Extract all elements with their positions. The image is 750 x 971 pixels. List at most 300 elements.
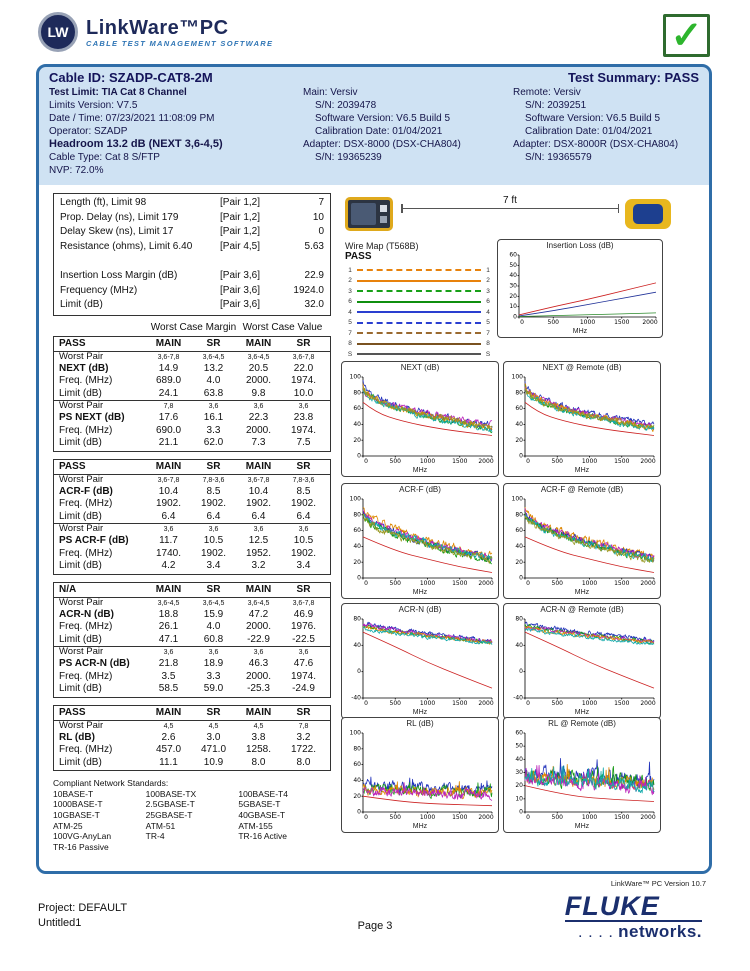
wire-line xyxy=(357,353,481,355)
worst-pair-value: 3,6-4,5 xyxy=(247,353,270,361)
metric-label: Freq. (MHz) xyxy=(59,498,113,510)
worst-case-margin-label: Worst Case Margin xyxy=(150,321,237,333)
column-header: SR xyxy=(206,460,221,472)
metric-value: 2000. xyxy=(245,621,272,633)
metric-value: 1974. xyxy=(290,375,317,387)
worst-pair-value: 3,6-7,8 xyxy=(157,476,180,484)
metric-value: 2.6 xyxy=(161,731,176,743)
column-header: MAIN xyxy=(155,706,182,718)
metric-value: 6.4 xyxy=(206,510,221,522)
status-label: N/A xyxy=(59,583,77,595)
metric-row xyxy=(54,683,330,696)
worst-pair-value: 3,6 xyxy=(298,526,309,534)
margin-table xyxy=(53,705,331,772)
metric-value: 60.8 xyxy=(203,633,224,645)
metric-value: 1974. xyxy=(290,424,317,436)
standards-column xyxy=(238,789,331,853)
margin-table xyxy=(53,336,331,452)
margin-table-header xyxy=(54,583,330,598)
metric-row xyxy=(54,511,330,524)
column-header: MAIN xyxy=(155,460,182,472)
worst-pair-row xyxy=(54,523,330,535)
worst-pair-value: 7,8 xyxy=(298,722,309,730)
metric-value: 2000. xyxy=(245,424,272,436)
charts-column xyxy=(339,185,703,874)
standard-item: 100VG-AnyLan xyxy=(53,831,112,842)
worst-pair-row xyxy=(54,352,330,363)
worst-pair-label: Worst Pair xyxy=(59,646,104,658)
metric-label: PS ACR-N (dB) xyxy=(59,658,130,670)
metric-value: 457.0 xyxy=(155,744,182,756)
brand-name: LinkWare™PC xyxy=(86,16,229,39)
wiremap-pin-row xyxy=(345,297,493,308)
chart-canvas xyxy=(345,496,495,588)
info-main-column xyxy=(303,86,509,164)
chart-title: RL (dB) xyxy=(406,719,434,728)
metric-label: Limit (dB) xyxy=(59,560,102,572)
metric-row xyxy=(54,548,330,561)
chart-title: ACR-N @ Remote (dB) xyxy=(540,605,624,614)
metric-row xyxy=(54,609,330,622)
info-line: S/N: 2039478 xyxy=(315,100,377,111)
chart-title: NEXT @ Remote (dB) xyxy=(542,363,622,372)
column-header: SR xyxy=(296,460,311,472)
standard-item: TR-16 Active xyxy=(238,831,287,842)
measurement-value: 7 xyxy=(318,197,324,208)
metric-value: 3.8 xyxy=(251,731,266,743)
pin-number-right: 5 xyxy=(486,319,490,327)
metric-value: 1902. xyxy=(200,547,227,559)
info-line: Main: Versiv xyxy=(303,87,358,98)
worst-pair-value: 3,6 xyxy=(253,403,264,411)
metric-value: 1974. xyxy=(290,670,317,682)
info-line: Software Version: V6.5 Build 5 xyxy=(525,113,661,124)
status-label: PASS xyxy=(59,337,86,349)
pin-number-left: 4 xyxy=(348,308,352,316)
metric-value: 47.1 xyxy=(158,633,179,645)
summary-row xyxy=(60,211,324,226)
linkware-logo xyxy=(38,12,712,52)
measurement-value xyxy=(282,254,324,269)
metric-label: Freq. (MHz) xyxy=(59,744,113,756)
worst-pair-value: 4,5 xyxy=(163,722,174,730)
metric-value: 63.8 xyxy=(203,387,224,399)
chart-canvas xyxy=(345,616,495,708)
standards-columns xyxy=(53,789,331,853)
worst-pair-label: Worst Pair xyxy=(59,350,104,362)
metric-value: 16.1 xyxy=(203,412,224,424)
metric-value: 22.0 xyxy=(293,362,314,374)
metric-value: 14.9 xyxy=(158,362,179,374)
summary-row xyxy=(60,298,324,313)
wiremap-pin-row xyxy=(345,318,493,329)
chart-title: NEXT (dB) xyxy=(400,363,440,372)
metric-row xyxy=(54,375,330,388)
metric-value: 8.5 xyxy=(296,485,311,497)
metric-value: 23.8 xyxy=(293,412,314,424)
metric-value: 11.7 xyxy=(159,535,178,547)
worst-pair-value: 3,6 xyxy=(208,526,219,534)
wiremap-pin-row xyxy=(345,265,493,276)
wire-line xyxy=(357,290,481,292)
standard-item: ATM-155 xyxy=(238,820,273,831)
metric-row xyxy=(54,425,330,438)
pair-label: [Pair 1,2] xyxy=(220,226,261,238)
metric-label: Limit (dB) xyxy=(59,387,102,399)
column-header: MAIN xyxy=(245,583,272,595)
metric-value: -22.9 xyxy=(247,633,270,645)
chart-rl-db- xyxy=(341,717,499,833)
status-label: PASS xyxy=(59,460,86,472)
metric-value: 7.5 xyxy=(296,437,311,449)
cable-id: Cable ID: SZADP-CAT8-2M xyxy=(49,70,213,85)
metric-value: 13.2 xyxy=(203,362,224,374)
chart-acr-n-db- xyxy=(341,603,499,719)
worst-pair-value: 3,6 xyxy=(253,649,264,657)
wire-line xyxy=(357,343,481,345)
page-number: Page 3 xyxy=(357,920,393,932)
metric-value: 1976. xyxy=(290,621,317,633)
info-line: S/N: 2039251 xyxy=(525,100,587,111)
column-header: SR xyxy=(296,583,311,595)
standard-item: 100BASE-T4 xyxy=(238,788,288,799)
worst-pair-value: 3,6-7,8 xyxy=(157,353,180,361)
standard-item: TR-16 Passive xyxy=(53,841,109,852)
metric-row xyxy=(54,535,330,548)
metric-label: Freq. (MHz) xyxy=(59,670,113,682)
worst-pair-label: Worst Pair xyxy=(59,400,104,412)
wiremap-pin-row xyxy=(345,307,493,318)
worst-pair-value: 7,8 xyxy=(163,403,174,411)
measurement-value: 0 xyxy=(318,226,324,238)
margin-table-header xyxy=(54,337,330,352)
metric-value: 3.3 xyxy=(206,670,221,682)
wire-line xyxy=(357,322,481,324)
worst-pair-label: Worst Pair xyxy=(59,596,104,608)
pair-label: [Pair 3,6] xyxy=(220,269,261,281)
chart-title: RL @ Remote (dB) xyxy=(548,719,616,728)
wire-line xyxy=(357,269,481,271)
measurement-value: 32.0 xyxy=(304,299,324,311)
metric-row xyxy=(54,658,330,671)
info-line: Headroom 13.2 dB (NEXT 3,6-4,5) xyxy=(49,138,223,150)
metric-value: 3.2 xyxy=(251,560,266,572)
wiremap xyxy=(345,241,493,360)
metric-value: 9.8 xyxy=(251,387,266,399)
metric-value: -24.9 xyxy=(292,683,315,695)
metric-value: 1902. xyxy=(290,498,317,510)
pin-number-left: S xyxy=(347,350,353,358)
measurement-value: 22.9 xyxy=(304,269,324,281)
metric-value: 1902. xyxy=(200,498,227,510)
wiremap-rows xyxy=(345,265,493,360)
metric-value: 2000. xyxy=(245,375,272,387)
wiremap-pin-row xyxy=(345,349,493,360)
info-left-column xyxy=(49,86,301,177)
wire-line xyxy=(357,311,481,313)
metric-label: ACR-N (dB) xyxy=(59,608,114,620)
worst-pair-value: 3,6 xyxy=(163,526,174,534)
pin-number-right: 2 xyxy=(486,277,490,285)
chart-canvas xyxy=(345,374,495,466)
metric-value: 3.2 xyxy=(296,731,311,743)
metric-value: 47.6 xyxy=(293,658,314,670)
worst-pair-value: 3,6-7,8 xyxy=(292,599,315,607)
cable-length-diagram xyxy=(401,195,619,214)
fluke-dots: . . . . xyxy=(578,928,615,940)
info-line: S/N: 19365579 xyxy=(525,152,592,163)
worst-pair-value: 3,6-7,8 xyxy=(247,476,270,484)
project-name: Project: DEFAULT xyxy=(38,902,128,914)
metric-value: 15.9 xyxy=(203,608,224,620)
standard-item: 2.5GBASE-T xyxy=(145,799,195,810)
wiremap-title: Wire Map (T568B) xyxy=(345,241,419,251)
metric-label: Freq. (MHz) xyxy=(59,547,113,559)
metric-value: 1902. xyxy=(245,498,272,510)
wire-line xyxy=(357,301,481,303)
pin-number-left: 6 xyxy=(348,298,352,306)
metric-value: 471.0 xyxy=(200,744,227,756)
wiremap-pin-row xyxy=(345,286,493,297)
info-line: S/N: 19365239 xyxy=(315,152,382,163)
metric-label: Limit (dB) xyxy=(59,756,102,768)
metric-value: 10.4 xyxy=(248,485,269,497)
metric-value: 58.5 xyxy=(158,683,179,695)
measurement-label xyxy=(60,254,220,269)
measurement-label: Limit (dB) xyxy=(60,299,103,311)
worst-pair-row xyxy=(54,646,330,658)
networks-wordmark: networks. xyxy=(618,922,702,941)
standards-title: Compliant Network Standards: xyxy=(53,778,169,789)
metric-row xyxy=(54,412,330,425)
chart-acr-f-remote-db- xyxy=(503,483,661,599)
lw-logo-icon: LW xyxy=(38,12,78,52)
info-line: Calibration Date: 01/04/2021 xyxy=(315,126,443,137)
metric-value: 10.5 xyxy=(203,535,224,547)
chart-canvas xyxy=(507,616,657,708)
metric-row xyxy=(54,486,330,499)
standard-item: 10GBASE-T xyxy=(53,810,100,821)
wiremap-status: PASS xyxy=(345,251,372,262)
metric-label: Freq. (MHz) xyxy=(59,375,113,387)
margin-tables xyxy=(53,336,331,772)
main-tester-screen xyxy=(351,203,376,225)
column-header: MAIN xyxy=(245,460,272,472)
pin-number-right: 4 xyxy=(486,308,490,316)
metric-value: 20.5 xyxy=(248,362,269,374)
worst-pair-row xyxy=(54,721,330,732)
info-line: Date / Time: 07/23/2021 11:08:09 PM xyxy=(49,113,215,124)
standard-item: 5GBASE-T xyxy=(238,799,281,810)
report-content xyxy=(39,185,709,871)
info-line: Adapter: DSX-8000R (DSX-CHA804) xyxy=(513,139,679,150)
metric-value: 1722. xyxy=(290,744,317,756)
chart-title: ACR-F (dB) xyxy=(399,485,441,494)
metric-value: 24.1 xyxy=(158,387,179,399)
chart-acr-n-remote-db- xyxy=(503,603,661,719)
info-line: Software Version: V6.5 Build 5 xyxy=(315,113,451,124)
standard-item: 25GBASE-T xyxy=(145,810,193,821)
worst-pair-value: 3,6-4,5 xyxy=(157,599,180,607)
title-bar xyxy=(39,67,709,85)
standard-item: 40GBASE-T xyxy=(238,810,286,821)
info-line: Calibration Date: 01/04/2021 xyxy=(525,126,653,137)
metric-value: 21.8 xyxy=(158,658,179,670)
pair-label: [Pair 1,2] xyxy=(220,211,261,223)
chart-acr-f-db- xyxy=(341,483,499,599)
wiremap-pin-row xyxy=(345,276,493,287)
metric-value: 26.1 xyxy=(158,621,179,633)
worst-pair-value: 3,6 xyxy=(253,526,264,534)
metric-value: 690.0 xyxy=(155,424,182,436)
metric-value: 6.4 xyxy=(161,510,176,522)
metric-row xyxy=(54,363,330,376)
metric-value: 17.6 xyxy=(158,412,179,424)
cable-length-label: 7 ft xyxy=(503,195,517,206)
measurement-label: Length (ft), Limit 98 xyxy=(60,197,147,208)
metric-row xyxy=(54,757,330,770)
metric-value: 3.3 xyxy=(206,424,221,436)
margin-table-header xyxy=(54,460,330,475)
info-remote-column xyxy=(513,86,709,164)
metric-value: 6.4 xyxy=(296,510,311,522)
metric-value: 47.2 xyxy=(248,608,269,620)
wire-line xyxy=(357,280,481,282)
chart-xlabel: MHz xyxy=(574,589,590,596)
summary-table xyxy=(53,193,331,316)
metric-value: 21.1 xyxy=(158,437,179,449)
metric-label: RL (dB) xyxy=(59,731,95,743)
chart-xlabel: MHz xyxy=(574,467,590,474)
chart-insertion-loss-db- xyxy=(497,239,663,338)
measurement-label: Frequency (MHz) xyxy=(60,284,138,296)
metric-value: 10.5 xyxy=(293,535,314,547)
brand-tagline: CABLE TEST MANAGEMENT SOFTWARE xyxy=(86,38,274,48)
metric-value: 4.2 xyxy=(161,560,176,572)
summary-row xyxy=(60,240,324,255)
worst-pair-label: Worst Pair xyxy=(59,473,104,485)
measurement-label: Delay Skew (ns), Limit 17 xyxy=(60,226,174,238)
metric-row xyxy=(54,744,330,757)
metric-value: 12.5 xyxy=(248,535,269,547)
column-header: MAIN xyxy=(245,337,272,349)
chart-title: ACR-F @ Remote (dB) xyxy=(540,485,624,494)
pin-number-right: 6 xyxy=(486,298,490,306)
summary-row xyxy=(60,269,324,284)
metric-value: 1902. xyxy=(290,547,317,559)
metric-value: 10.4 xyxy=(158,485,179,497)
metric-label: Limit (dB) xyxy=(59,683,102,695)
metric-row xyxy=(54,388,330,401)
metric-label: ACR-F (dB) xyxy=(59,485,113,497)
column-header: MAIN xyxy=(155,337,182,349)
worst-pair-value: 3,6-4,5 xyxy=(247,599,270,607)
pin-number-right: 3 xyxy=(486,287,490,295)
chart-xlabel: MHz xyxy=(574,709,590,716)
chart-next-remote-db- xyxy=(503,361,661,477)
worst-case-header xyxy=(53,322,331,333)
report-frame xyxy=(36,64,712,874)
info-line: Operator: SZADP xyxy=(49,126,128,137)
metric-row xyxy=(54,621,330,634)
metric-value: 8.0 xyxy=(296,756,311,768)
worst-pair-label: Worst Pair xyxy=(59,523,104,535)
chart-canvas xyxy=(345,730,495,822)
margin-table xyxy=(53,582,331,698)
column-header: SR xyxy=(206,337,221,349)
metric-value: 46.9 xyxy=(293,608,314,620)
margin-table-header xyxy=(54,706,330,721)
column-header: MAIN xyxy=(245,706,272,718)
metric-value: 3.4 xyxy=(296,560,311,572)
pin-number-left: 8 xyxy=(348,340,352,348)
pin-number-right: 8 xyxy=(486,340,490,348)
info-line: Cable Type: Cat 8 S/FTP xyxy=(49,152,160,163)
test-summary: Test Summary: PASS xyxy=(567,70,699,85)
pair-label xyxy=(220,254,282,269)
metric-value: 10.9 xyxy=(203,756,224,768)
metric-value: 22.3 xyxy=(248,412,269,424)
worst-pair-value: 3,6 xyxy=(208,649,219,657)
worst-pair-value: 3,6-7,8 xyxy=(292,353,315,361)
worst-pair-value: 4,5 xyxy=(253,722,264,730)
metric-label: NEXT (dB) xyxy=(59,362,109,374)
info-line: Test Limit: TIA Cat 8 Channel xyxy=(49,87,187,98)
metric-value: 4.0 xyxy=(206,375,221,387)
main-tester-button xyxy=(380,205,387,212)
column-header: SR xyxy=(296,337,311,349)
standard-item: 100BASE-TX xyxy=(145,788,197,799)
measurement-label: Insertion Loss Margin (dB) xyxy=(60,269,178,281)
metric-label: Limit (dB) xyxy=(59,510,102,522)
fluke-networks-logo xyxy=(565,893,702,942)
metric-value: 6.4 xyxy=(251,510,266,522)
pin-number-left: 2 xyxy=(348,277,352,285)
chart-xlabel: MHz xyxy=(412,709,428,716)
pair-label: [Pair 4,5] xyxy=(220,240,261,252)
measurement-value: 1924.0 xyxy=(293,284,324,296)
cable-length-line xyxy=(401,208,619,214)
measurement-value: 5.63 xyxy=(304,240,324,252)
summary-row xyxy=(60,284,324,299)
standard-item: ATM-25 xyxy=(53,820,83,831)
column-header: SR xyxy=(206,706,221,718)
metric-value: 18.9 xyxy=(203,658,224,670)
chart-xlabel: MHz xyxy=(572,328,588,335)
software-version-line: LinkWare™ PC Version 10.7 xyxy=(610,879,706,888)
measurement-value: 10 xyxy=(312,211,324,223)
standard-item: TR-4 xyxy=(145,831,165,842)
pin-number-right: 7 xyxy=(486,329,490,337)
standard-item: 1000BASE-T xyxy=(53,799,103,810)
metric-value: -22.5 xyxy=(292,633,315,645)
standard-item: 10BASE-T xyxy=(53,788,94,799)
metric-row xyxy=(54,437,330,450)
chart-canvas xyxy=(507,730,657,822)
summary-row xyxy=(60,254,324,269)
chart-canvas xyxy=(507,374,657,466)
standards-column xyxy=(146,789,239,853)
metric-value: 59.0 xyxy=(203,683,224,695)
worst-pair-row xyxy=(54,400,330,412)
margin-table xyxy=(53,459,331,575)
pass-checkmark-icon: ✓ xyxy=(663,14,710,57)
remote-tester-screen xyxy=(633,204,663,224)
worst-pair-value: 3,6-4,5 xyxy=(202,353,225,361)
measurement-label: Resistance (ohms), Limit 6.40 xyxy=(60,240,193,252)
summary-row xyxy=(60,225,324,240)
pin-number-left: 3 xyxy=(348,287,352,295)
